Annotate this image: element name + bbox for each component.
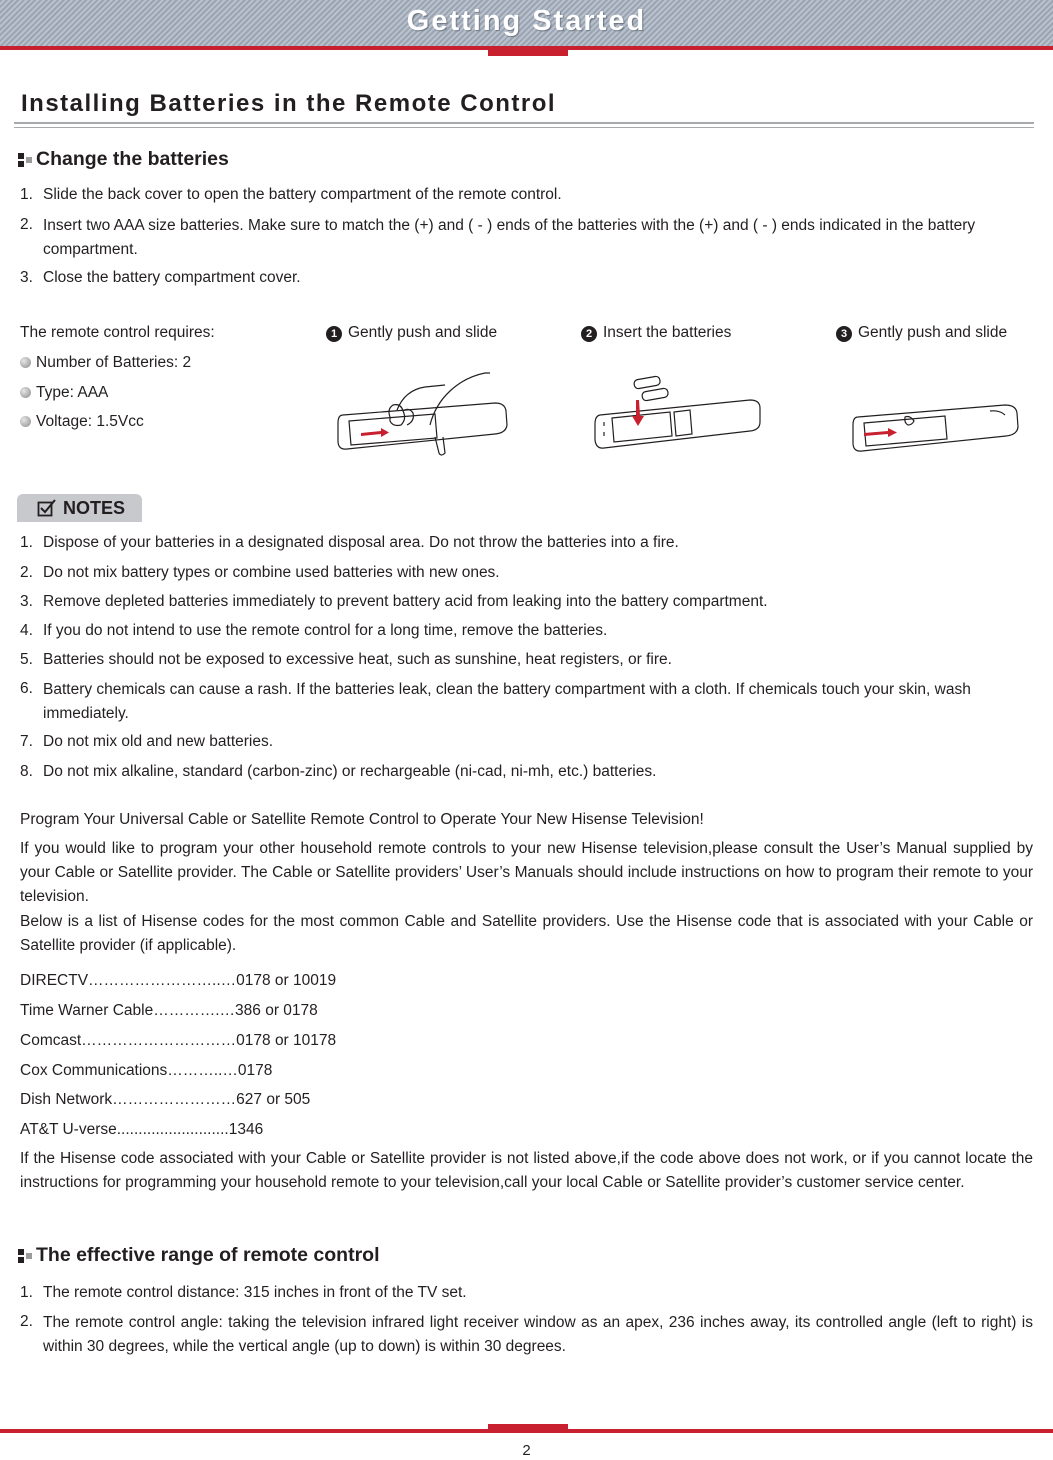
bullet-icon [20, 357, 31, 368]
program-heading: Program Your Universal Cable or Satellite Remote Control to Operate Your New Hisense Television! [20, 811, 704, 828]
requirement-text: Number of Batteries: 2 [36, 354, 192, 371]
note-number: 2. [20, 564, 33, 581]
illustration-caption: Gently push and slide [348, 324, 498, 341]
bullet-icon [20, 387, 31, 398]
note-number: 6. [20, 680, 33, 697]
note-item [20, 649, 1033, 671]
note-item [20, 532, 1033, 554]
step-number: 1. [20, 186, 33, 203]
note-text: Remove depleted batteries immediately to prevent battery acid from leaking into the battery compartment. [43, 593, 768, 610]
note-number: 8. [20, 763, 33, 780]
program-paragraph: If the Hisense code associated with your Cable or Satellite provider is not listed above,if the code above does not work, or if you cannot locate the instructions for programming your household remote to your television,call your local Cable or Satellite provider’s customer service center. [20, 1150, 1033, 1191]
step-number-badge: 1 [326, 326, 342, 342]
step-text: Insert two AAA size batteries. Make sure to match the (+) and ( - ) ends of the batteries with the (+) and ( - ) ends indicated in the battery compartment. [43, 217, 976, 258]
note-number: 5. [20, 651, 33, 668]
note-number: 4. [20, 622, 33, 639]
requirement-item [20, 383, 108, 403]
illustration-step-1 [326, 323, 497, 343]
header-banner [0, 0, 1053, 47]
provider-code-line: Comcast…………………………0178 or 10178 [20, 1032, 337, 1049]
range-number: 2. [20, 1313, 33, 1330]
illustration-caption: Gently push and slide [858, 324, 1008, 341]
requirements-label: The remote control requires: [20, 324, 215, 341]
step-number: 2. [20, 216, 33, 233]
note-text: Dispose of your batteries in a designated disposal area. Do not throw the batteries into a fire. [43, 534, 679, 551]
title-rule-thin [14, 127, 1034, 128]
note-text: Batteries should not be exposed to excessive heat, such as sunshine, heat registers, or fire. [43, 651, 672, 668]
title-rule [14, 122, 1034, 124]
requirement-item [20, 353, 191, 373]
provider-code-line: Dish Network……………………627 or 505 [20, 1091, 311, 1108]
remote-close-cover-illustration [850, 395, 1025, 455]
note-text: If you do not intend to use the remote control for a long time, remove the batteries. [43, 622, 608, 639]
step-text: Slide the back cover to open the battery compartment of the remote control. [43, 186, 562, 203]
note-item [20, 562, 1033, 584]
page-header-title: Getting Started [406, 5, 647, 37]
change-batteries-heading [18, 148, 229, 171]
note-number: 1. [20, 534, 33, 551]
note-text: Do not mix old and new batteries. [43, 733, 274, 750]
note-item [20, 731, 1033, 753]
bullet-icon [20, 416, 31, 427]
note-number: 3. [20, 593, 33, 610]
note-text: Do not mix battery types or combine used batteries with new ones. [43, 564, 500, 581]
range-number: 1. [20, 1284, 33, 1301]
notes-label: NOTES [63, 497, 126, 518]
note-text: Do not mix alkaline, standard (carbon-zinc) or rechargeable (ni-cad, ni-mh, etc.) batteries. [43, 763, 657, 780]
step-number: 3. [20, 269, 33, 286]
note-number: 7. [20, 733, 33, 750]
range-text: The remote control distance: 315 inches in front of the TV set. [43, 1284, 467, 1301]
change-batteries-heading-text: Change the batteries [36, 148, 229, 170]
range-heading-text: The effective range of remote control [36, 1244, 380, 1266]
remote-insert-batteries-illustration [590, 370, 765, 455]
section-square-icon [18, 153, 32, 167]
note-item [20, 761, 1033, 783]
program-paragraph: Below is a list of Hisense codes for the most common Cable and Satellite providers. Use the Hisense code that is associated with your Cable or Satellite provider (if applicable). [20, 913, 1033, 954]
illustration-step-3 [836, 323, 1007, 343]
range-text: The remote control angle: taking the television infrared light receiver window as an apex, 236 inches away, its controlled angle (left to right) is within 30 degrees, while the vertical angle (up to down) is within 30 degrees. [43, 1314, 1033, 1355]
checkbox-check-icon [37, 499, 57, 517]
remote-slide-cover-illustration [335, 365, 515, 460]
notes-tab [17, 494, 142, 522]
change-step [20, 267, 1033, 289]
requirement-text: Type: AAA [36, 384, 109, 401]
range-heading [18, 1244, 380, 1267]
provider-code-line: Time Warner Cable………….…386 or 0178 [20, 1002, 318, 1019]
change-step [20, 214, 1033, 262]
step-text: Close the battery compartment cover. [43, 269, 301, 286]
change-step [20, 184, 1033, 206]
note-item [20, 591, 1033, 613]
page-number: 2 [522, 1442, 531, 1459]
footer-red-line [0, 1429, 1053, 1433]
requirement-text: Voltage: 1.5Vcc [36, 413, 144, 430]
section-square-icon [18, 1249, 32, 1263]
step-number-badge: 3 [836, 326, 852, 342]
range-item [20, 1311, 1033, 1359]
main-title: Installing Batteries in the Remote Control [21, 90, 557, 117]
illustration-step-2 [581, 323, 731, 343]
provider-code-line: AT&T U-verse..........................1346 [20, 1121, 264, 1138]
step-number-badge: 2 [581, 326, 597, 342]
illustration-caption: Insert the batteries [603, 324, 732, 341]
requirement-item [20, 412, 144, 432]
note-item [20, 620, 1033, 642]
range-item [20, 1282, 1033, 1304]
program-paragraph: If you would like to program your other household remote controls to your new Hisense television,please consult the User’s Manual supplied by your Cable or Satellite provider. The Cable or Satellite providers’ User’s Manuals should include instructions on how to program their remote to your television. [20, 840, 1033, 905]
note-text: Battery chemicals can cause a rash. If the batteries leak, clean the battery compartment with a cloth. If chemicals touch your skin, wash immediately. [43, 681, 971, 722]
header-red-notch [488, 46, 568, 56]
note-item [20, 678, 1033, 726]
provider-code-line: DIRECTV……………………..…0178 or 10019 [20, 972, 337, 989]
provider-code-line: Cox Communications………..…0178 [20, 1062, 273, 1079]
